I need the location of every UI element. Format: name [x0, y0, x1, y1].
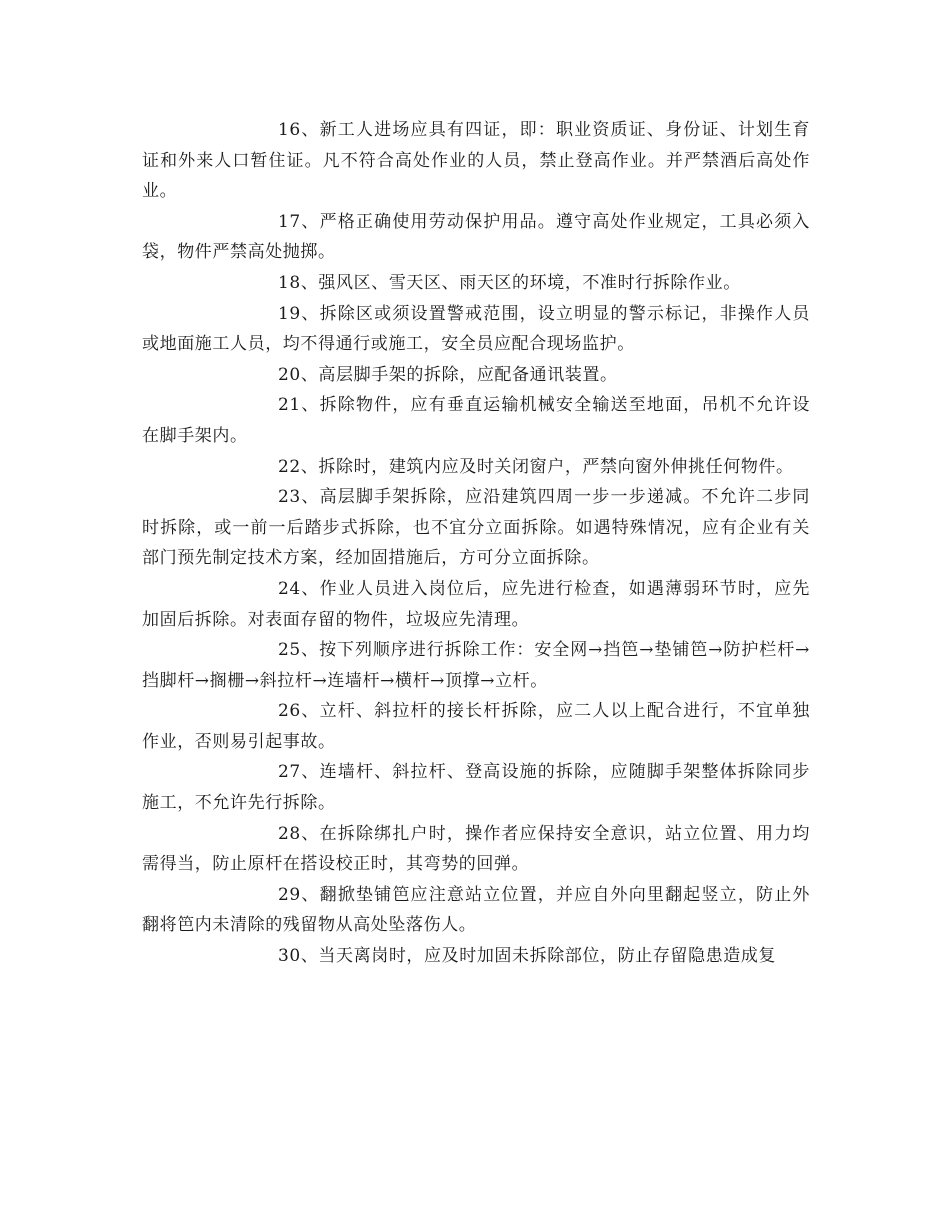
paragraph-25: 25、按下列顺序进行拆除工作：安全网→挡笆→垫铺笆→防护栏杆→挡脚杆→搁栅→斜拉杆→连墙杆→横杆→顶撑→立杆。	[142, 640, 810, 691]
document-body	[142, 115, 810, 972]
paragraph-23: 23、高层脚手架拆除，应沿建筑四周一步一步递减。不允许二步同时拆除，或一前一后踏步式拆除，也不宜分立面拆除。如遇特殊情况，应有企业有关部门预先制定技术方案，经加固措施后，方可分立面拆除。	[142, 487, 810, 569]
paragraph-19: 19、拆除区或须设置警戒范围，设立明显的警示标记，非操作人员或地面施工人员，均不得通行或施工，安全员应配合现场监护。	[142, 303, 810, 355]
paragraph-22: 22、拆除时，建筑内应及时关闭窗户，严禁向窗外伸挑任何物件。	[278, 456, 794, 477]
paragraph-30: 30、当天离岗时，应及时加固未拆除部位，防止存留隐患造成复	[278, 946, 777, 967]
paragraph-26: 26、立杆、斜拉杆的接长杆拆除，应二人以上配合进行，不宜单独作业，否则易引起事故。	[142, 701, 810, 752]
paragraph-29: 29、翻掀垫铺笆应注意站立位置，并应自外向里翻起竖立，防止外翻将笆内未清除的残留物从高处坠落伤人。	[142, 884, 810, 936]
paragraph-28: 28、在拆除绑扎户时，操作者应保持安全意识，站立位置、用力均需得当，防止原杆在搭设校正时，其弯势的回弹。	[142, 823, 810, 875]
paragraph-21: 21、拆除物件，应有垂直运输机械安全输送至地面，吊机不允许设在脚手架内。	[142, 395, 810, 446]
paragraph-17: 17、严格正确使用劳动保护用品。遵守高处作业规定，工具必须入袋，物件严禁高处抛掷。	[142, 211, 810, 263]
paragraph-18: 18、强风区、雪天区、雨天区的环境，不准时行拆除作业。	[278, 272, 741, 293]
paragraph-27: 27、连墙杆、斜拉杆、登高设施的拆除，应随脚手架整体拆除同步施工，不允许先行拆除。	[142, 762, 810, 814]
paragraph-24: 24、作业人员进入岗位后，应先进行检查，如遇薄弱环节时，应先加固后拆除。对表面存留的物件，垃圾应先清理。	[142, 578, 810, 630]
paragraph-16: 16、新工人进场应具有四证，即：职业资质证、身份证、计划生育证和外来人口暂住证。凡不符合高处作业的人员，禁止登高作业。并严禁酒后高处作业。	[142, 120, 810, 202]
paragraph-20: 20、高层脚手架的拆除，应配备通讯装置。	[278, 364, 618, 385]
